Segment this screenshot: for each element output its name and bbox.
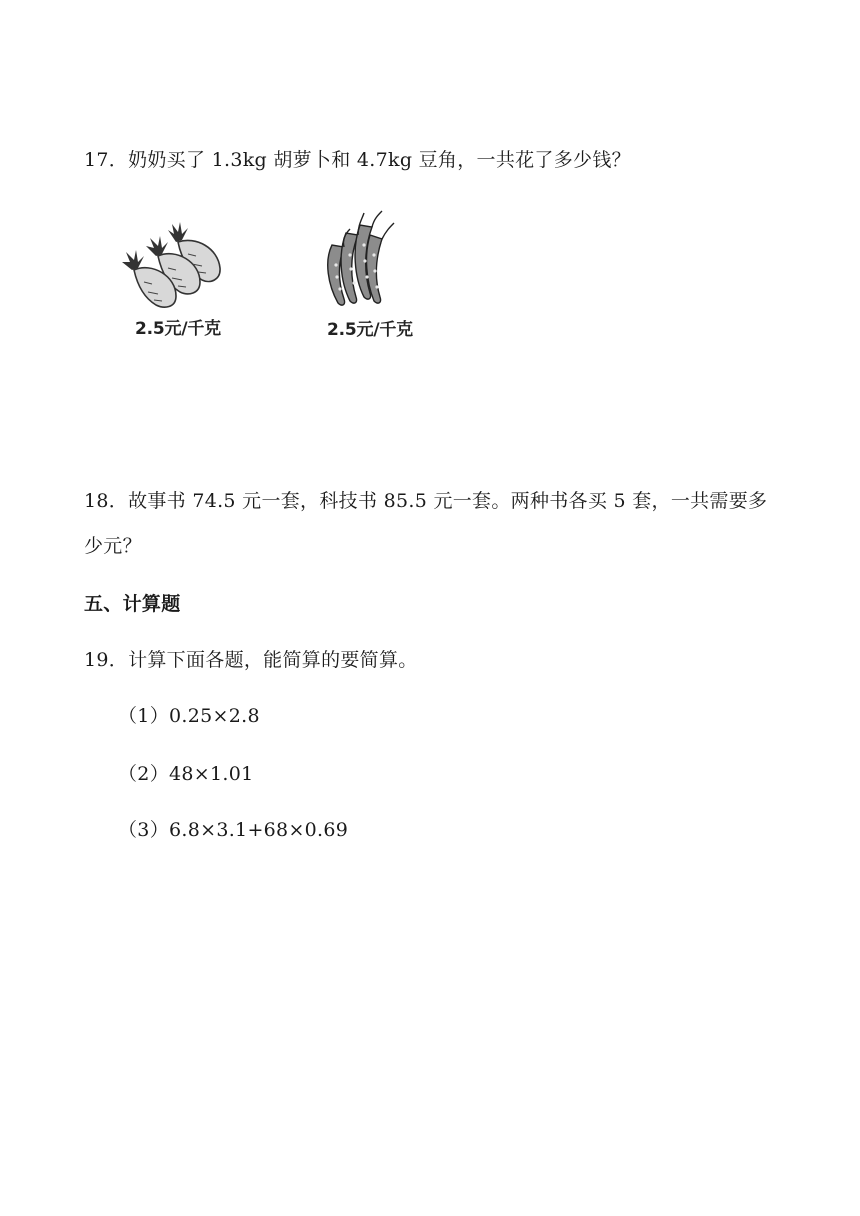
section-title: 五、计算题: [84, 593, 181, 615]
green-bean-icon: [310, 205, 410, 311]
question-19-part-2: （2）48×1.01: [118, 763, 254, 785]
question-18-line-1: 18．故事书 74.5 元一套，科技书 85.5 元一套。两种书各买 5 套，一共需要多: [84, 490, 768, 512]
green-bean-figure: [310, 205, 430, 340]
question-19-part-3: （3）6.8×3.1+68×0.69: [118, 819, 349, 841]
green-bean-price: 2.5元/千克: [327, 320, 413, 340]
question-19-text: 19．计算下面各题，能简算的要简算。: [84, 649, 418, 671]
carrot-price: 2.5元/千克: [135, 319, 221, 339]
question-17-text: 17．奶奶买了 1.3kg 胡萝卜和 4.7kg 豆角，一共花了多少钱？: [84, 149, 631, 171]
question-18-line-2: 少元？: [84, 535, 142, 557]
carrot-icon: [118, 210, 228, 310]
question-19-part-1: （1）0.25×2.8: [118, 705, 260, 727]
carrot-figure: [118, 210, 238, 339]
